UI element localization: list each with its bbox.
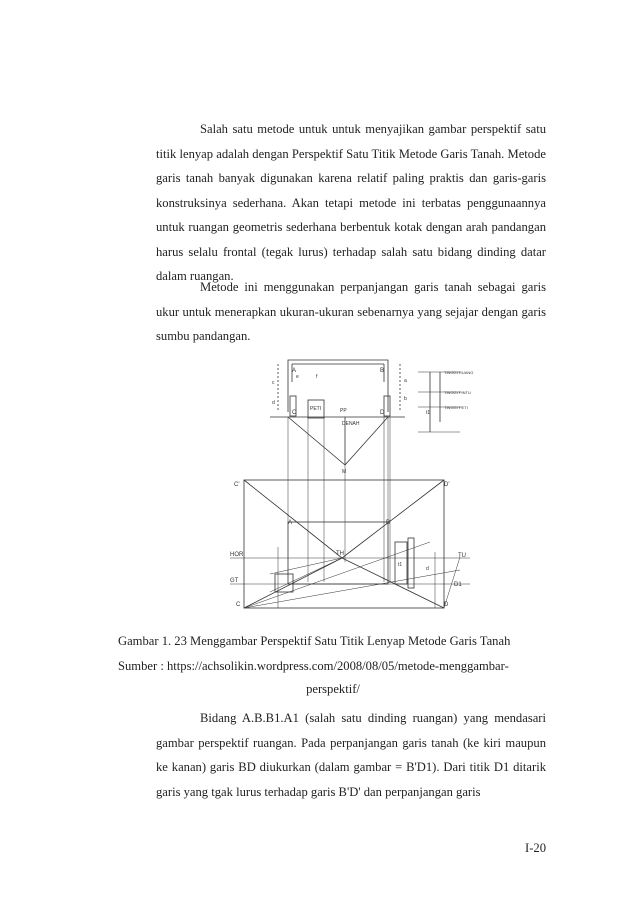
label-d-small: d xyxy=(272,400,275,406)
label-tinggi-ruang: TINGGI RUANG xyxy=(444,370,474,375)
label-m: M xyxy=(342,469,347,475)
label-tu: TU xyxy=(458,553,466,559)
label-d-prime: D' xyxy=(444,482,450,488)
page-number: I-20 xyxy=(525,841,546,855)
figure-source-line1: Sumber : https://achsolikin.wordpress.com/2008/08/05/metode-menggambar- xyxy=(118,659,509,673)
label-c-small: c xyxy=(272,380,275,386)
paragraph-plane-text: Bidang A.B.B1.A1 (salah satu dinding ruangan) yang mendasari gambar perspektif ruangan. Pada perpanjangan garis tanah (ke kiri maupun ke kanan) garis BD diukurkan (dalam gambar = B'D1). Dari titik D1 ditarik garis yang tgak lurus terhadap garis B'D' dan perpanjangan garis xyxy=(156,711,546,799)
label-c-prime: C' xyxy=(234,482,240,488)
label-t1-persp: t1 xyxy=(398,562,403,568)
label-a-small: a xyxy=(404,378,407,384)
label-c-plan: C xyxy=(292,410,297,416)
label-denah: DENAH xyxy=(342,421,360,427)
label-d-bottom: D xyxy=(444,602,449,608)
label-d1: D1 xyxy=(454,582,462,588)
label-a-persp: A xyxy=(288,520,293,526)
label-e-small: e xyxy=(296,374,299,380)
label-peti: PETI xyxy=(310,406,322,412)
projection-lines xyxy=(288,417,390,582)
paragraph-method xyxy=(156,275,546,349)
label-gt: GT xyxy=(230,578,239,584)
perspective-figure xyxy=(230,352,480,610)
label-d-plan: D xyxy=(380,410,385,416)
paragraph-intro xyxy=(156,117,546,289)
label-pp: PP xyxy=(340,408,347,414)
figure-source-line2: perspektif/ xyxy=(306,682,360,696)
label-b-small: b xyxy=(404,396,407,402)
perspective-drawing xyxy=(230,352,480,610)
label-d-persp: d xyxy=(426,566,429,572)
label-hor: HOR xyxy=(230,552,244,558)
paragraph-plane xyxy=(156,706,546,804)
label-c-bottom: C xyxy=(236,602,241,608)
label-b-plan: B xyxy=(380,368,385,374)
figure-caption: Gambar 1. 23 Menggambar Perspektif Satu Titik Lenyap Metode Garis Tanah xyxy=(118,634,511,648)
label-b-persp: B xyxy=(386,520,391,526)
paragraph-intro-text: Salah satu metode untuk untuk menyajikan gambar perspektif satu titik lenyap adalah dengan Perspektif Satu Titik Metode Garis Tanah. Metode garis tanah banyak digunakan karena relatif paling praktis dan garis-garis konstruksinya sederhana. Akan tetapi metode ini terbatas penggunaannya untuk ruangan geometris sederhana berbentuk kotak dengan arah pandangan harus selalu frontal (tegak lurus) terhadap salah satu bidang dinding datar dalam ruangan. xyxy=(156,122,546,283)
label-tinggi-peti: TINGGI PETI xyxy=(444,405,468,410)
label-t1: t1 xyxy=(426,410,431,416)
label-th: TH xyxy=(336,551,344,557)
label-tinggi-pintu: TINGGI PINTU xyxy=(444,390,471,395)
paragraph-method-text: Metode ini menggunakan perpanjangan garis tanah sebagai garis ukur untuk menerapkan ukuran-ukuran sebenarnya yang sejajar dengan garis sumbu pandangan. xyxy=(156,280,546,343)
label-a-plan: A xyxy=(292,368,297,374)
label-f-small: f xyxy=(316,374,318,380)
perspective-view xyxy=(230,480,470,608)
